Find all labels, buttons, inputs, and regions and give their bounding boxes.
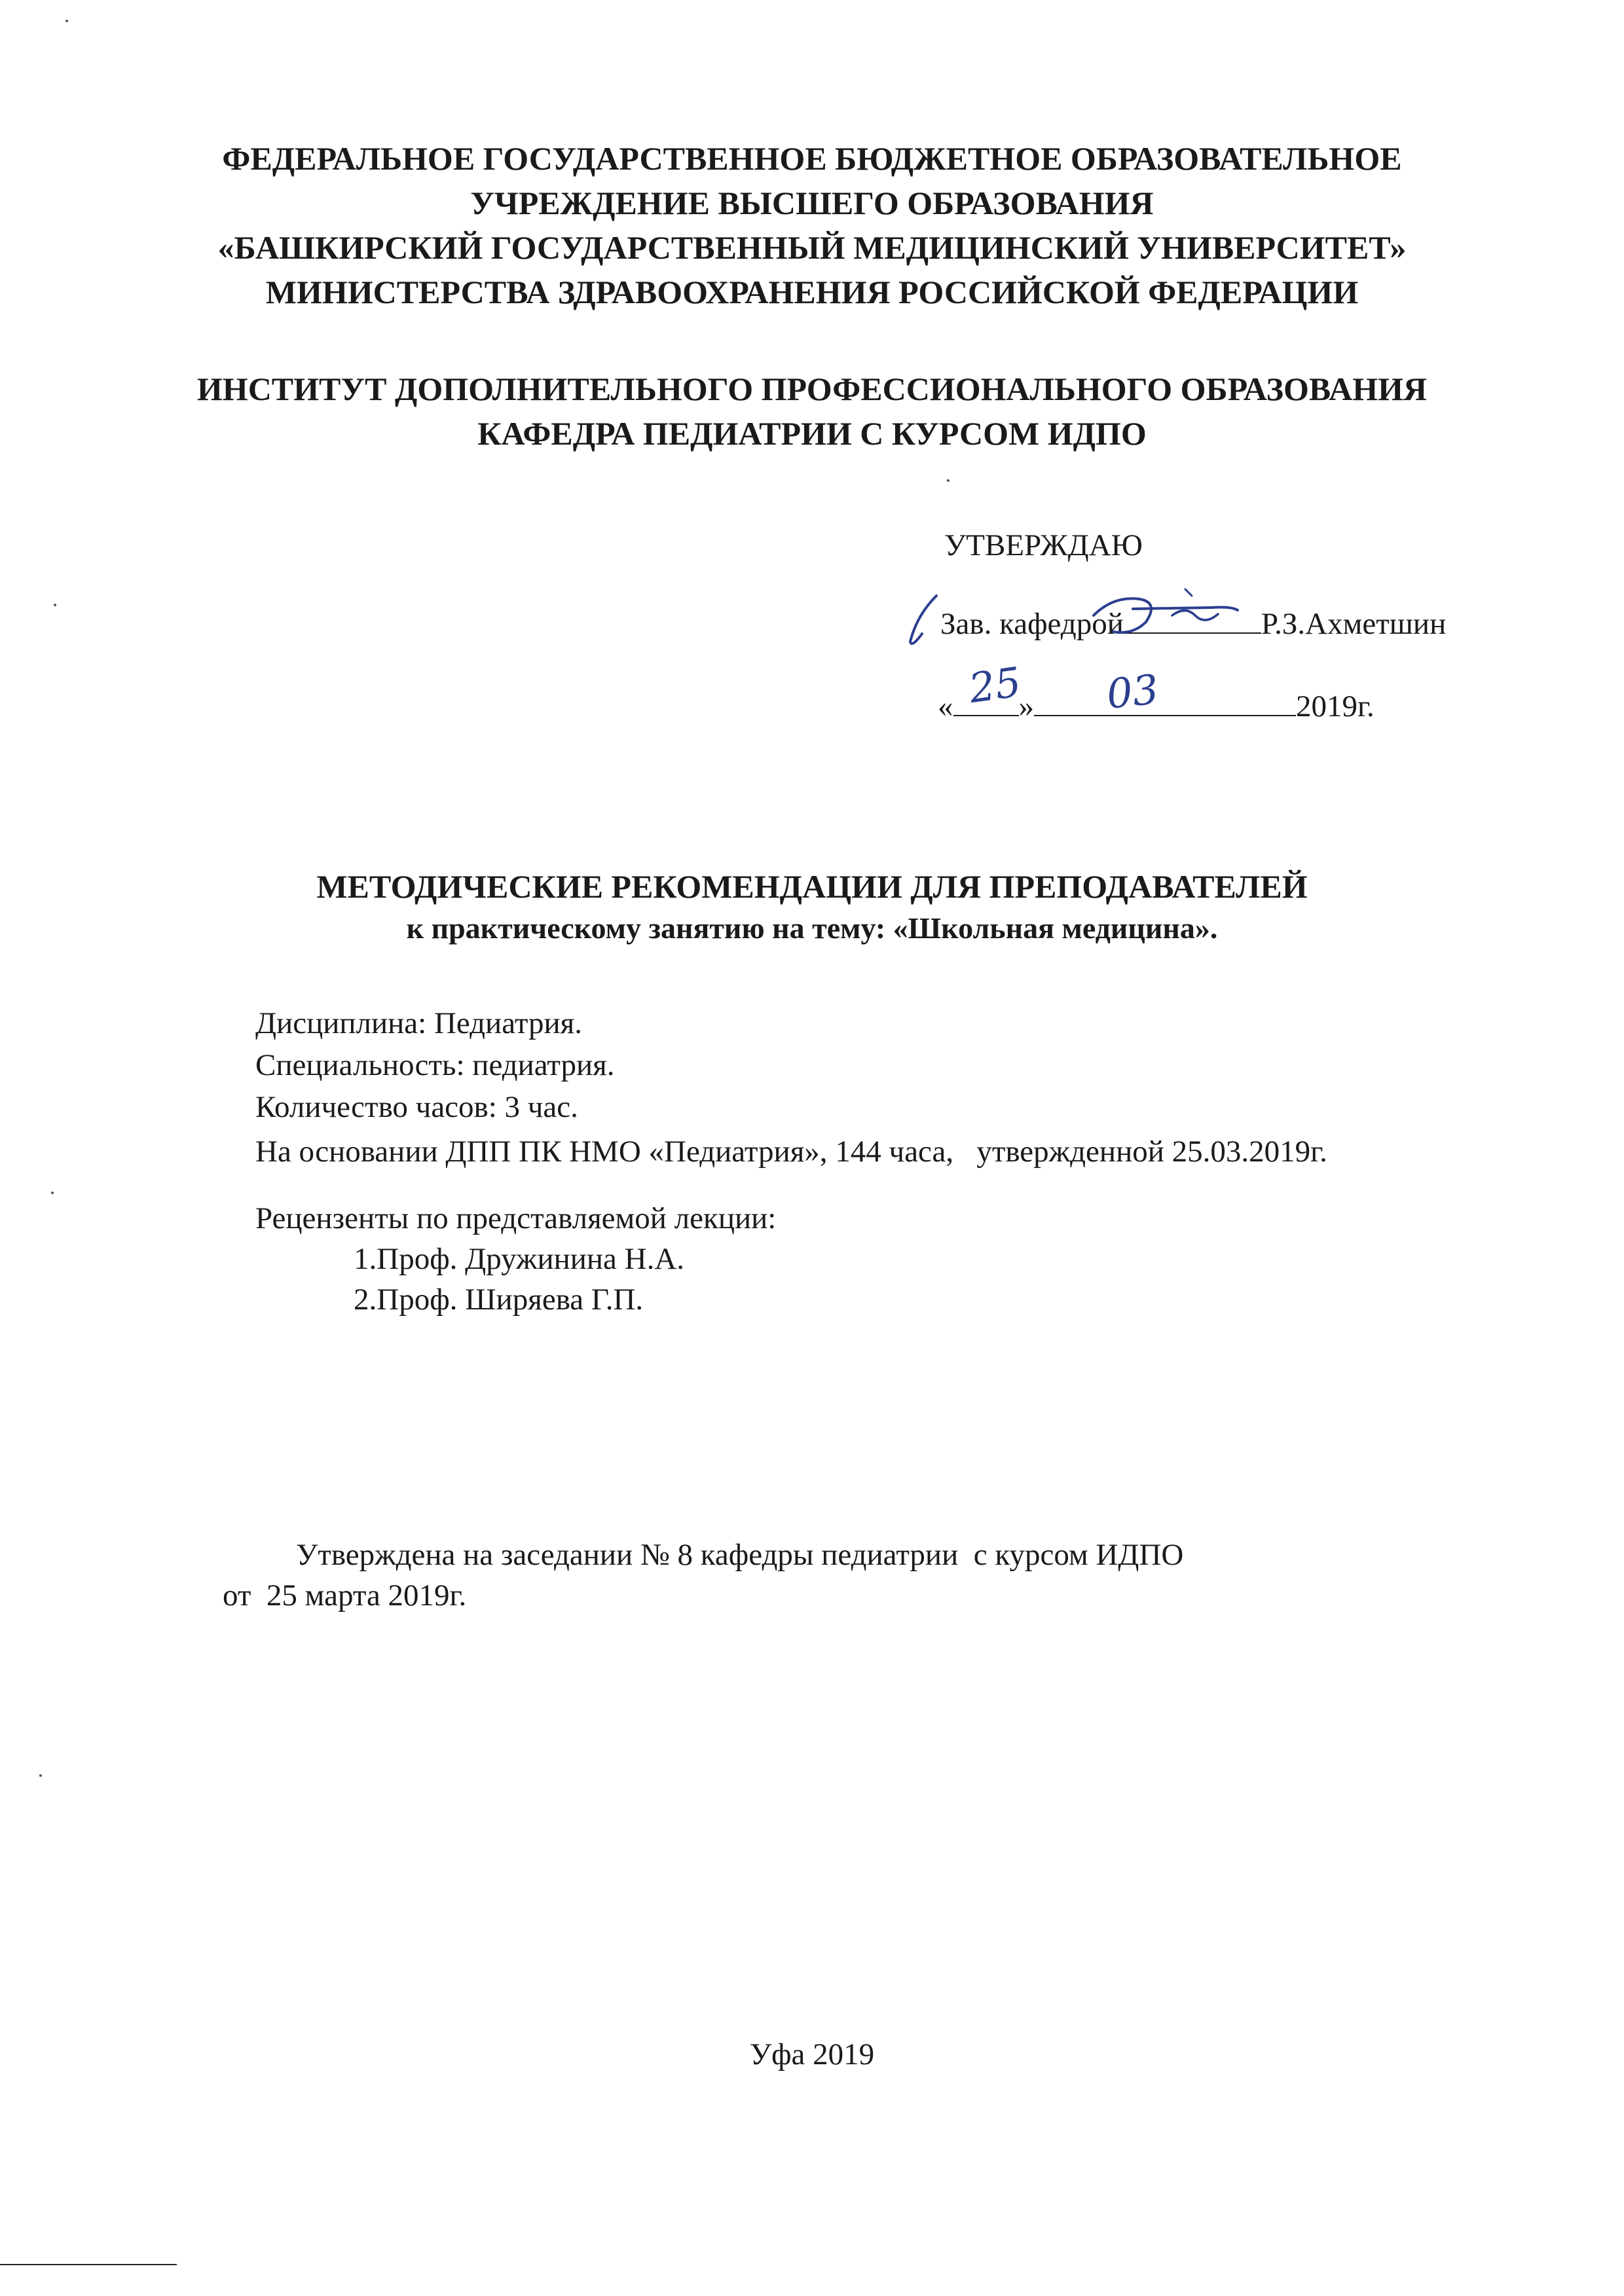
institute-line-1: ИНСТИТУТ ДОПОЛНИТЕЛЬНОГО ПРОФЕССИОНАЛЬНОГО ОБРАЗОВАНИЯ [196, 371, 1428, 407]
document-subtitle: к практическому занятию на тему: «Школьная медицина». [406, 911, 1218, 945]
handwritten-signature [897, 570, 1264, 674]
institute-line-2: КАФЕДРА ПЕДИАТРИИ С КУРСОМ ИДПО [477, 415, 1147, 452]
organization-header [0, 136, 1624, 314]
city-year: Уфа 2019 [749, 2037, 875, 2071]
scan-speck [65, 20, 68, 22]
document-title: МЕТОДИЧЕСКИЕ РЕКОМЕНДАЦИИ ДЛЯ ПРЕПОДАВАТЕЛЕЙ [316, 868, 1308, 905]
basis: На основании ДПП ПК НМО «Педиатрия», 144 часа, утвержденной 25.03.2019г. [255, 1135, 1327, 1169]
scan-edge-line [0, 2264, 177, 2265]
specialty: Специальность: педиатрия. [255, 1048, 615, 1082]
reviewers-heading: Рецензенты по представляемой лекции: [255, 1201, 777, 1235]
hours: Количество часов: 3 час. [255, 1090, 578, 1124]
meeting-line-2: от 25 марта 2019г. [223, 1578, 467, 1613]
head-label: Зав. кафедрой [940, 607, 1124, 641]
scan-speck [947, 479, 950, 482]
date-open-quote: « [938, 689, 953, 723]
scan-speck [51, 1192, 54, 1194]
head-name: Р.З.Ахметшин [1261, 607, 1447, 641]
institute-header [0, 367, 1624, 456]
date-month-blank [1034, 686, 1296, 716]
scan-speck [39, 1774, 42, 1777]
date-close-quote: » [1018, 689, 1034, 723]
approval-title: УТВЕРЖДАЮ [944, 528, 1143, 562]
org-line-1: ФЕДЕРАЛЬНОЕ ГОСУДАРСТВЕННОЕ БЮДЖЕТНОЕ ОБРАЗОВАТЕЛЬНОЕ [222, 140, 1402, 177]
reviewer-item: 2.Проф. Ширяева Г.П. [354, 1283, 644, 1317]
org-line-2: УЧРЕЖДЕНИЕ ВЫСШЕГО ОБРАЗОВАНИЯ [470, 185, 1154, 221]
discipline: Дисциплина: Педиатрия. [255, 1006, 582, 1040]
handwritten-day: 25 [966, 657, 1024, 713]
date-year: 2019г. [1296, 689, 1375, 723]
scan-speck [54, 604, 56, 606]
handwritten-month: 03 [1104, 665, 1161, 718]
org-line-3: «БАШКИРСКИЙ ГОСУДАРСТВЕННЫЙ МЕДИЦИНСКИЙ УНИВЕРСИТЕТ» [217, 229, 1407, 266]
reviewer-item: 1.Проф. Дружинина Н.А. [354, 1242, 685, 1276]
org-line-4: МИНИСТЕРСТВА ЗДРАВООХРАНЕНИЯ РОССИЙСКОЙ ФЕДЕРАЦИИ [265, 274, 1359, 310]
meeting-line-1: Утверждена на заседании № 8 кафедры педиатрии с курсом ИДПО [296, 1538, 1184, 1572]
